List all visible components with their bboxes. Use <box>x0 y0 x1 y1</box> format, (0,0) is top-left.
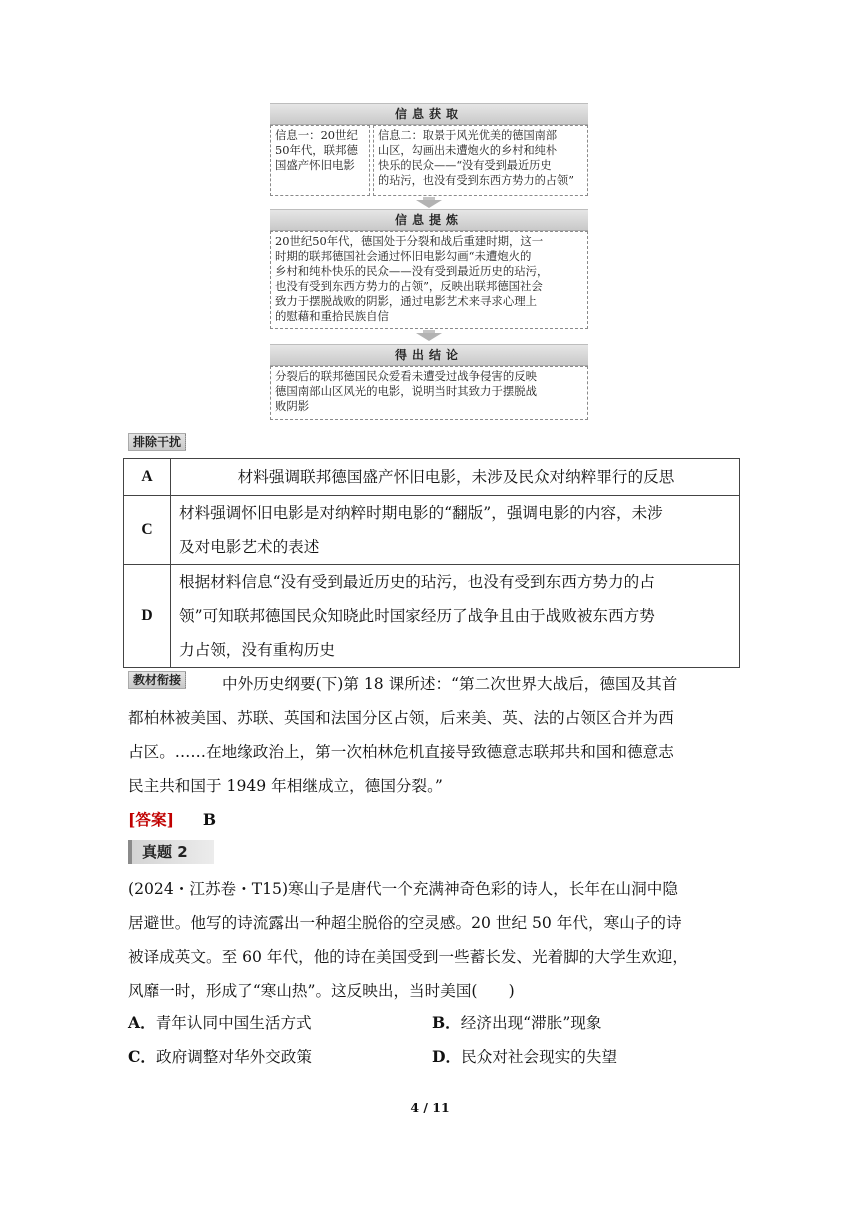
answer-label: [答案] <box>128 810 174 829</box>
question-line: 被译成英文。至 60 年代，他的诗在美国受到一些蓄长发、光着脚的大学生欢迎， <box>128 948 688 966</box>
textbook-line: 民主共和国于 1949 年相继成立，德国分裂。” <box>128 777 443 795</box>
info-one-line: 50年代，联邦德 <box>275 143 358 157</box>
textbook-link-tag: 教材衔接 <box>128 671 186 689</box>
down-arrow-icon <box>416 333 442 341</box>
info-two-line: 快乐的民众——“没有受到最近历史 <box>378 159 552 172</box>
refine-line: 致力于摆脱战败的阴影，通过电影艺术来寻求心理上 <box>275 294 537 308</box>
option-text: 经济出现“滞胀”现象 <box>460 1014 602 1032</box>
analysis-line: 领”可知联邦德国民众知晓此时国家经历了战争且由于战败被东西方势 <box>179 607 655 625</box>
option-b <box>432 1006 601 1040</box>
flow-header-obtain: 信息获取 <box>270 103 588 125</box>
exclude-distractors-tag: 排除干扰 <box>128 433 186 451</box>
flow-header-refine: 信息提炼 <box>270 209 588 231</box>
conclusion-line: 败阴影 <box>275 399 310 413</box>
option-label: C． <box>128 1047 157 1066</box>
info-one-box <box>270 125 370 196</box>
option-d <box>432 1040 617 1074</box>
refine-line: 时期的联邦德国社会通过怀旧电影勾画“未遭炮火的 <box>275 249 532 263</box>
info-two-line: 山区，勾画出未遭炮火的乡村和纯朴 <box>378 144 558 157</box>
page-number: 4 / 11 <box>410 1100 450 1115</box>
option-a <box>128 1006 312 1040</box>
table-row <box>124 496 740 565</box>
section-title: 真题 2 <box>128 840 214 864</box>
analysis-line: 材料强调联邦德国盛产怀旧电影，未涉及民众对纳粹罪行的反思 <box>237 468 675 486</box>
refine-line: 乡村和纯朴快乐的民众——没有受到最近历史的玷污， <box>275 264 549 278</box>
textbook-line: 中外历史纲要(下)第 18 课所述：“第二次世界大战后，德国及其首 <box>222 675 678 693</box>
conclusion-line: 分裂后的联邦德国民众爱看未遭受过战争侵害的反映 <box>275 369 537 383</box>
option-analysis <box>171 565 740 668</box>
option-analysis <box>171 496 740 565</box>
refine-line: 也没有受到东西方势力的占领”，反映出联邦德国社会 <box>275 279 543 293</box>
analysis-line: 及对电影艺术的表述 <box>179 538 320 556</box>
textbook-line: 占区。……在地缘政治上，第一次柏林危机直接导致德意志联邦共和国和德意志 <box>128 743 674 761</box>
info-one-line: 国盛产怀旧电影 <box>275 158 355 172</box>
info-two-line: 信息二：取景于风光优美的德国南部 <box>378 129 558 142</box>
option-key: C <box>124 496 171 565</box>
question-line: 居避世。他写的诗流露出一种超尘脱俗的空灵感。20 世纪 50 年代，寒山子的诗 <box>128 914 682 932</box>
option-key: D <box>124 565 171 668</box>
table-row <box>124 565 740 668</box>
option-text: 民众对社会现实的失望 <box>461 1048 618 1066</box>
analysis-line: 材料强调怀旧电影是对纳粹时期电影的“翻版”，强调电影的内容，未涉 <box>179 504 663 522</box>
option-c <box>128 1040 312 1074</box>
down-arrow-icon <box>416 200 442 208</box>
conclusion-line: 德国南部山区风光的电影，说明当时其致力于摆脱战 <box>275 384 537 398</box>
table-row <box>124 459 740 496</box>
distractor-table <box>123 458 740 668</box>
answer-row <box>128 803 216 837</box>
option-key: A <box>124 459 171 496</box>
refine-box <box>270 231 588 329</box>
option-label: B． <box>432 1013 461 1032</box>
analysis-line: 力占领，没有重构历史 <box>179 641 335 659</box>
option-label: A． <box>128 1013 156 1032</box>
info-one-line: 信息一：20世纪 <box>275 128 358 142</box>
option-text: 青年认同中国生活方式 <box>155 1014 312 1032</box>
info-two-box <box>373 125 588 196</box>
refine-line: 的慰藉和重拾民族自信 <box>275 309 389 323</box>
option-text: 政府调整对华外交政策 <box>156 1048 312 1066</box>
refine-line: 20世纪50年代，德国处于分裂和战后重建时期，这一 <box>275 234 544 248</box>
answer-value: B <box>202 810 217 829</box>
analysis-line: 根据材料信息“没有受到最近历史的玷污，也没有受到东西方势力的占 <box>179 573 655 591</box>
option-analysis <box>171 459 740 496</box>
conclusion-box <box>270 366 588 420</box>
flow-header-conclusion: 得出结论 <box>270 344 588 366</box>
question-line: (2024・江苏卷・T15)寒山子是唐代一个充满神奇色彩的诗人，长年在山洞中隐 <box>128 880 678 898</box>
info-two-line: 的玷污，也没有受到东西方势力的占领” <box>378 174 574 187</box>
question-line: 风靡一时，形成了“寒山热”。这反映出，当时美国( ) <box>128 982 515 1000</box>
textbook-line: 都柏林被美国、苏联、英国和法国分区占领，后来美、英、法的占领区合并为西 <box>128 709 674 727</box>
option-label: D． <box>432 1047 462 1066</box>
